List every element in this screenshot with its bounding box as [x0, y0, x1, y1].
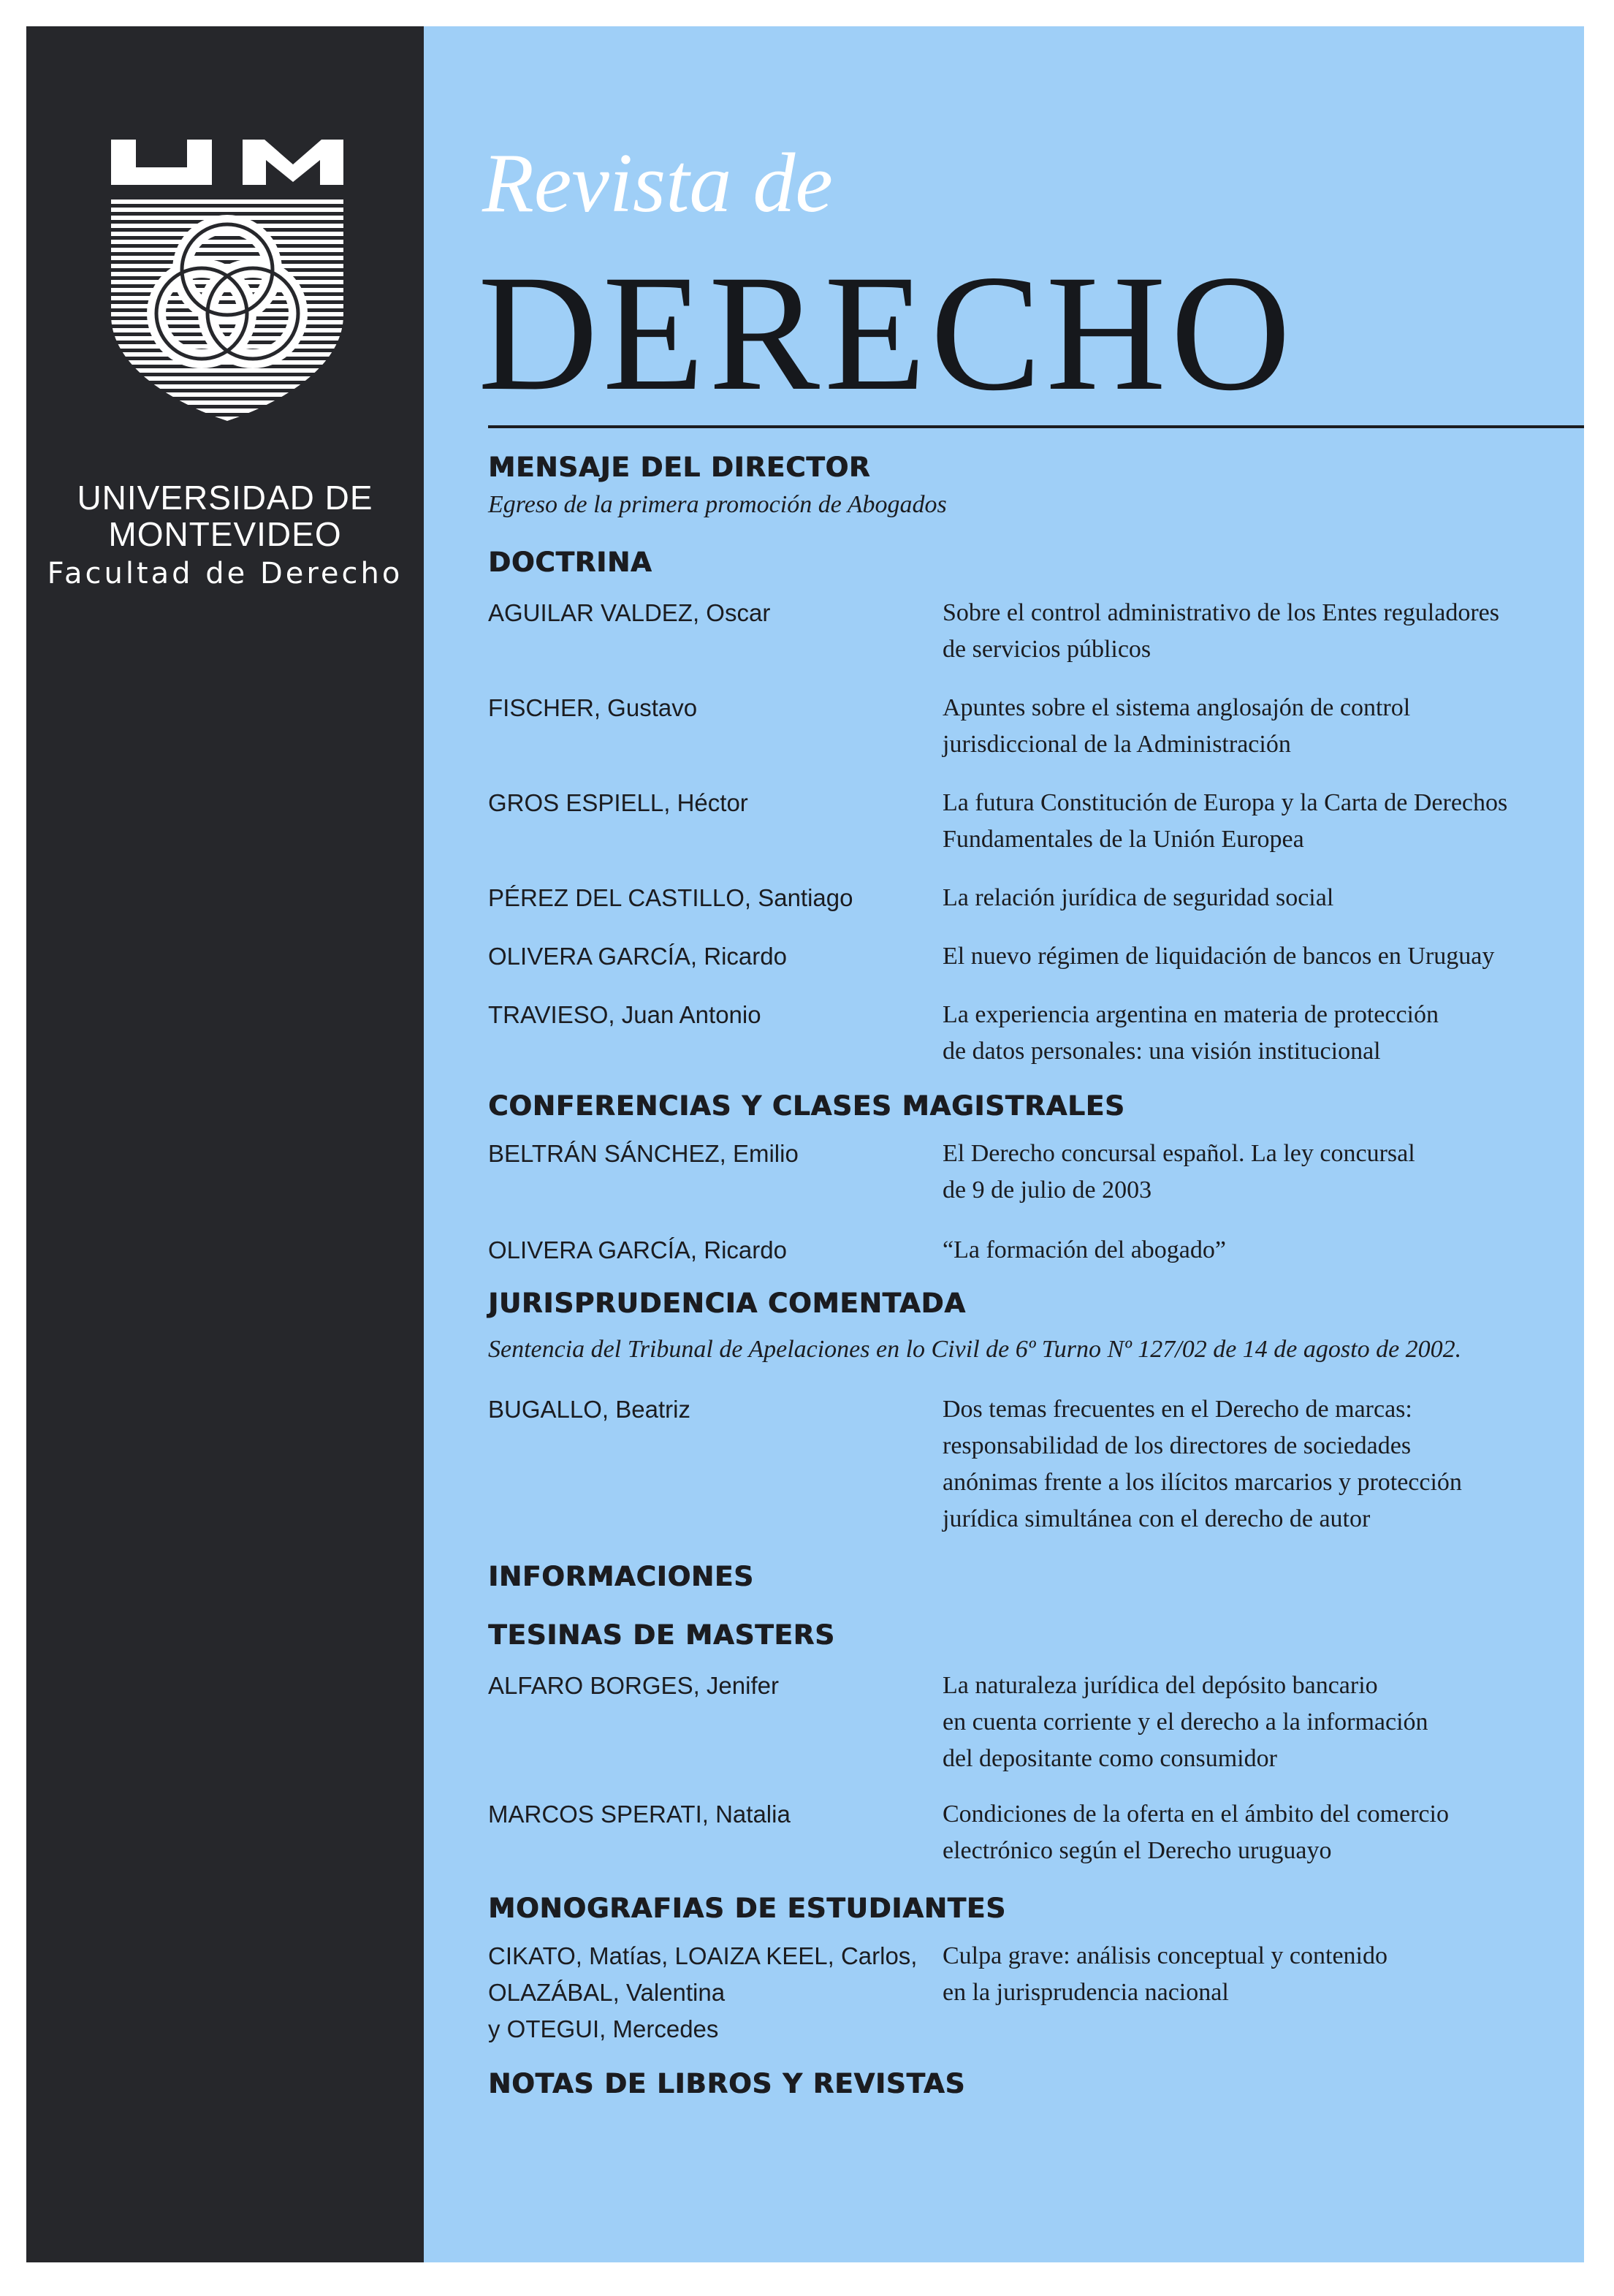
entry-title-line: La experiencia argentina en materia de protección [943, 1001, 1439, 1028]
university-logo [107, 140, 348, 421]
entry-author-line: FISCHER, Gustavo [488, 694, 698, 721]
entry-author [488, 1668, 779, 1704]
entry-title-line: Condiciones de la oferta en el ámbito del comercio [943, 1801, 1449, 1828]
entry-author-line: OLIVERA GARCÍA, Ricardo [488, 1236, 787, 1263]
entry-title-line: La futura Constitución de Europa y la Carta de Derechos [943, 789, 1508, 816]
entry-title-line: de 9 de julio de 2003 [943, 1176, 1152, 1204]
entry-author [488, 1796, 791, 1833]
entry-title-line: del depositante como consumidor [943, 1745, 1277, 1772]
section-heading-informaciones: INFORMACIONES [488, 1561, 754, 1592]
entry-author-line: CIKATO, Matías, LOAIZA KEEL, Carlos, [488, 1942, 918, 1969]
section-heading-monografias: MONOGRAFIAS DE ESTUDIANTES [488, 1893, 1006, 1924]
entry-author-line: TRAVIESO, Juan Antonio [488, 1001, 761, 1028]
entry-author [488, 1938, 917, 2048]
entry-title [943, 1136, 1571, 1209]
entry-title [943, 938, 1571, 975]
journal-subtitle: Revista de [482, 137, 833, 230]
entry-title-line: anónimas frente a los ilícitos marcarios y protección [943, 1469, 1462, 1496]
cover-sidebar [26, 26, 424, 2262]
entry-author-line: OLAZÁBAL, Valentina [488, 1979, 726, 2006]
entry-title-line: de servicios públicos [943, 636, 1152, 663]
entry-author [488, 1136, 799, 1172]
entry-title [943, 1668, 1571, 1777]
entry-title [943, 785, 1571, 858]
entry-title [943, 1391, 1571, 1537]
entry-author-line: y OTEGUI, Mercedes [488, 2015, 719, 2042]
entry-author [488, 938, 787, 975]
entry-author-line: PÉREZ DEL CASTILLO, Santiago [488, 884, 853, 911]
entry-title [943, 880, 1571, 916]
entry-title-line: El nuevo régimen de liquidación de bancos en Uruguay [943, 943, 1495, 970]
mensaje-subtitle: Egreso de la primera promoción de Abogados [488, 491, 947, 518]
entry-author-line: MARCOS SPERATI, Natalia [488, 1801, 791, 1828]
entry-title-line: en la jurisprudencia nacional [943, 1979, 1229, 2006]
entry-title-line: jurídica simultánea con el derecho de autor [943, 1505, 1371, 1532]
section-heading-conferencias: CONFERENCIAS Y CLASES MAGISTRALES [488, 1090, 1125, 1122]
entry-title-line: Apuntes sobre el sistema anglosajón de control [943, 694, 1411, 721]
entry-author-line: GROS ESPIELL, Héctor [488, 789, 748, 816]
entry-title-line: Dos temas frecuentes en el Derecho de marcas: [943, 1396, 1412, 1423]
jurisprudencia-subtitle: Sentencia del Tribunal de Apelaciones en lo Civil de 6º Turno Nº 127/02 de 14 de agosto de 2002. [488, 1336, 1462, 1363]
entry-title-line: responsabilidad de los directores de sociedades [943, 1432, 1412, 1459]
journal-title: DERECHO [478, 241, 1295, 425]
section-heading-doctrina: DOCTRINA [488, 547, 652, 578]
entry-author [488, 1232, 787, 1269]
entry-title [943, 595, 1571, 668]
entry-author [488, 690, 697, 726]
entry-author [488, 785, 748, 821]
entry-title-line: “La formación del abogado” [943, 1236, 1226, 1263]
entry-author-line: OLIVERA GARCÍA, Ricardo [488, 943, 787, 970]
entry-title [943, 1938, 1571, 2011]
cover-main-panel [424, 26, 1584, 2262]
entry-title-line: jurisdiccional de la Administración [943, 731, 1291, 758]
university-name-line1: UNIVERSIDAD DE [77, 479, 373, 517]
entry-author-line: BUGALLO, Beatriz [488, 1396, 690, 1423]
entry-author [488, 1391, 690, 1428]
entry-title-line: La naturaleza jurídica del depósito bancario [943, 1672, 1378, 1699]
um-letters-icon [111, 140, 343, 185]
entry-title [943, 1232, 1571, 1269]
faculty-name: Facultad de Derecho [47, 557, 403, 590]
entry-title-line: Sobre el control administrativo de los Entes reguladores [943, 599, 1499, 626]
entry-title [943, 1796, 1571, 1869]
title-rule [488, 425, 1584, 428]
entry-author-line: BELTRÁN SÁNCHEZ, Emilio [488, 1140, 799, 1167]
entry-title [943, 690, 1571, 763]
entry-author-line: ALFARO BORGES, Jenifer [488, 1672, 779, 1699]
entry-title-line: Fundamentales de la Unión Europea [943, 826, 1304, 853]
university-name-line2: MONTEVIDEO [108, 515, 342, 553]
section-heading-notas: NOTAS DE LIBROS Y REVISTAS [488, 2068, 965, 2099]
section-heading-jurisprudencia: JURISPRUDENCIA COMENTADA [488, 1288, 966, 1319]
section-heading-tesinas: TESINAS DE MASTERS [488, 1619, 835, 1651]
entry-author-line: AGUILAR VALDEZ, Oscar [488, 599, 771, 626]
entry-author [488, 880, 853, 916]
entry-title-line: electrónico según el Derecho uruguayo [943, 1837, 1332, 1864]
entry-title-line: en cuenta corriente y el derecho a la información [943, 1708, 1428, 1736]
entry-author [488, 997, 761, 1033]
entry-title-line: Culpa grave: análisis conceptual y contenido [943, 1942, 1387, 1969]
entry-title [943, 997, 1571, 1070]
entry-title-line: La relación jurídica de seguridad social [943, 884, 1334, 911]
entry-author [488, 595, 770, 631]
entry-title-line: El Derecho concursal español. La ley concursal [943, 1140, 1415, 1167]
section-heading-mensaje: MENSAJE DEL DIRECTOR [488, 452, 871, 483]
entry-title-line: de datos personales: una visión institucional [943, 1038, 1381, 1065]
